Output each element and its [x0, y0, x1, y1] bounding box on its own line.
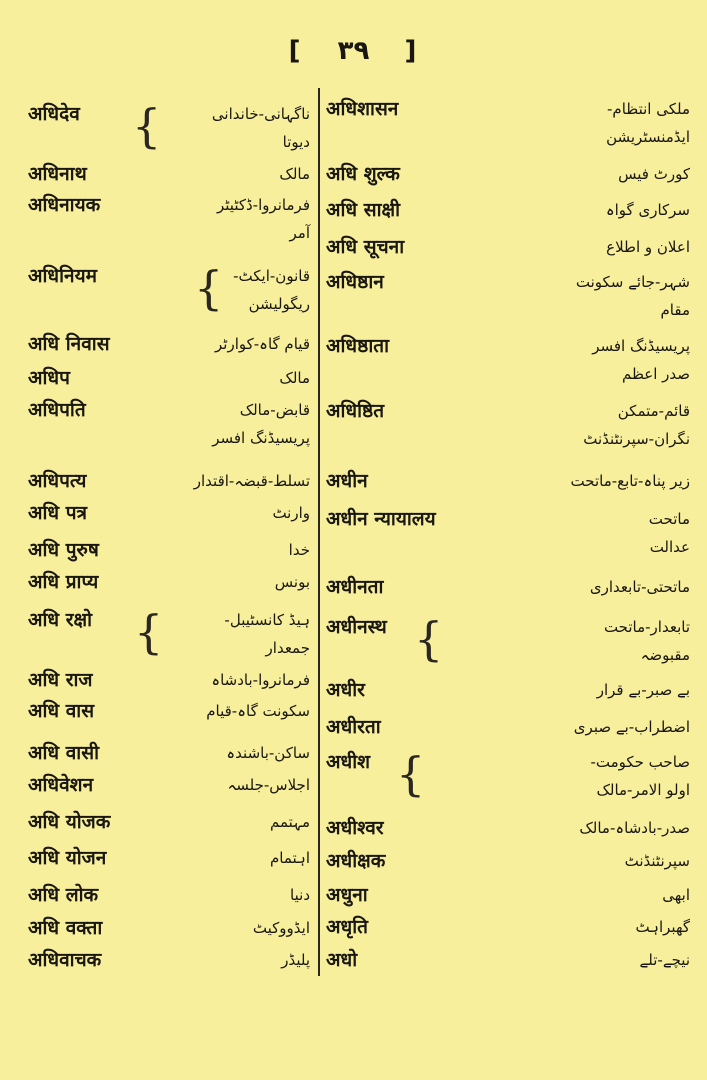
- definition: [227, 771, 310, 799]
- definition-line: سرکاری گواہ: [605, 201, 690, 219]
- definition-line: صدر-بادشاہ-مالک: [579, 819, 690, 837]
- headword: अधिवाचक: [28, 949, 102, 971]
- definition: [217, 191, 310, 247]
- definition: [597, 676, 690, 704]
- definition: [279, 364, 310, 392]
- headword: अधीन न्यायालय: [326, 508, 436, 530]
- definition: [604, 613, 690, 669]
- header-bracket-open: [: [288, 36, 303, 66]
- definition-line: سپرنٹنڈنٹ: [624, 852, 690, 870]
- definition: [275, 568, 310, 596]
- definition-line: پلیڈر: [281, 951, 310, 969]
- definition-line: اضطراب-بے صبری: [573, 718, 690, 736]
- headword: अधिदेव: [28, 103, 80, 125]
- definition-line: دیوتا: [282, 133, 310, 151]
- headword: अधृति: [326, 916, 368, 938]
- definition-line: ساکن-باشندہ: [226, 744, 310, 762]
- brace-mark: {: [132, 99, 162, 153]
- headword: अधि योजन: [28, 847, 107, 869]
- definition: [579, 814, 690, 842]
- definition-line: زیر پناہ-تابع-ماتحت: [570, 472, 690, 490]
- definition-line: ملکی انتظام-: [607, 100, 690, 118]
- page-number: ۳۹: [337, 36, 370, 66]
- headword: अधि वास: [28, 700, 95, 722]
- definition-line: پریسیڈنگ افسر: [212, 429, 310, 447]
- headword: अधिनियम: [28, 265, 97, 287]
- definition: [212, 396, 310, 452]
- definition: [206, 697, 310, 725]
- headword: अधिप: [28, 367, 70, 389]
- definition: [606, 196, 690, 224]
- definition-line: ایڈووکیٹ: [252, 919, 310, 937]
- definition: [211, 666, 310, 694]
- definition-line: اہتمام: [269, 849, 310, 867]
- brace-mark: {: [194, 261, 224, 315]
- definition: [590, 748, 690, 804]
- definition-line: کورٹ فیس: [618, 165, 690, 183]
- definition-line: گھبراہٹ: [635, 918, 690, 936]
- definition-line: مالک: [279, 165, 310, 183]
- headword: अधिनाथ: [28, 163, 87, 185]
- definition-line: نگران-سپرنٹنڈنٹ: [583, 430, 690, 448]
- definition-line: صاحب حکومت-: [590, 753, 690, 771]
- definition: [289, 536, 310, 564]
- definition-line: عدالت: [649, 538, 690, 556]
- headword: अधिनायक: [28, 194, 101, 216]
- headword: अधि सूचना: [326, 236, 405, 258]
- definition: [270, 844, 310, 872]
- headword: अधिष्ठित: [326, 400, 385, 422]
- headword: अधुना: [326, 884, 368, 906]
- headword: अधिवेशन: [28, 774, 94, 796]
- definition-line: تابعدار-ماتحت: [603, 618, 690, 636]
- column-divider: [318, 88, 320, 976]
- definition-line: اولو الامر-مالک: [596, 781, 690, 799]
- definition: [592, 332, 690, 388]
- headword: अधि साक्षी: [326, 199, 401, 221]
- brace-mark: {: [134, 605, 164, 659]
- definition-line: وارنٹ: [272, 504, 310, 522]
- definition: [281, 946, 310, 974]
- definition-line: ماتحتی-تابعداری: [589, 578, 690, 596]
- headword: अधीर: [326, 679, 365, 701]
- definition-line: قائم-متمکن: [617, 402, 690, 420]
- definition-line: مقبوضہ: [640, 646, 690, 664]
- headword: अधि पुरुष: [28, 539, 99, 561]
- headword: अधिष्ठाता: [326, 335, 389, 357]
- brace-mark: {: [396, 747, 426, 801]
- headword: अधीनस्थ: [326, 616, 387, 638]
- headword: अधि वक्ता: [28, 917, 103, 939]
- definition-line: دنیا: [290, 886, 310, 904]
- definition: [639, 946, 690, 974]
- definition: [625, 847, 690, 875]
- definition-line: اجلاس-جلسہ: [227, 776, 310, 794]
- headword: अधि प्राप्य: [28, 571, 99, 593]
- definition-line: خدا: [288, 541, 310, 559]
- headword: अधि शुल्क: [326, 163, 400, 185]
- definition: [574, 713, 690, 741]
- definition-line: مہتمم: [269, 813, 310, 831]
- definition: [649, 505, 690, 561]
- headword: अधिपत्य: [28, 470, 87, 492]
- definition: [215, 330, 310, 358]
- definition-line: پریسیڈنگ افسر: [592, 337, 690, 355]
- definition: [272, 499, 310, 527]
- right-column: [326, 0, 690, 1080]
- definition: [194, 467, 310, 495]
- headword: अधि पत्र: [28, 502, 88, 524]
- definition-line: ابھی: [662, 886, 690, 904]
- definition: [606, 233, 690, 261]
- definition-line: قانون-ایکٹ-: [233, 267, 310, 285]
- headword: अधि रक्षो: [28, 609, 93, 631]
- definition-line: سکونت گاہ-قیام: [206, 702, 310, 720]
- headword: अधि निवास: [28, 333, 110, 355]
- headword: अधो: [326, 949, 358, 971]
- definition-line: بے صبر-بے قرار: [596, 681, 690, 699]
- left-column: [28, 0, 310, 1080]
- definition-line: مالک: [279, 369, 310, 387]
- headword: अधि लोक: [28, 884, 99, 906]
- definition: [233, 262, 310, 318]
- definition: [571, 467, 690, 495]
- definition-line: مقام: [660, 301, 690, 319]
- definition: [576, 268, 690, 324]
- definition: [662, 881, 690, 909]
- definition: [290, 881, 310, 909]
- definition: [270, 808, 310, 836]
- definition-line: شہر-جائے سکونت: [575, 273, 690, 291]
- definition: [279, 160, 310, 188]
- definition-line: بونس: [274, 573, 310, 591]
- definition-line: صدر اعظم: [621, 365, 690, 383]
- definition-line: ریگولیشن: [248, 295, 310, 313]
- definition-line: ناگہانی-خاندانی: [211, 105, 310, 123]
- definition-line: فرمانروا-ڈکٹیٹر: [216, 196, 310, 214]
- definition: [583, 397, 690, 453]
- brace-mark: {: [414, 612, 444, 666]
- headword: अधीश: [326, 751, 371, 773]
- definition-line: تسلط-قبضہ-اقتدار: [193, 472, 310, 490]
- headword: अधिपति: [28, 399, 86, 421]
- definition-line: اعلان و اطلاع: [606, 238, 690, 256]
- definition: [253, 914, 310, 942]
- headword: अधीरता: [326, 716, 381, 738]
- definition-line: نیچے-تلے: [639, 951, 690, 969]
- definition-line: ماتحت: [648, 510, 690, 528]
- headword: अधीक्षक: [326, 850, 386, 872]
- headword: अधीन: [326, 470, 368, 492]
- definition: [212, 100, 310, 156]
- definition-line: قیام گاہ-کوارٹر: [215, 335, 310, 353]
- headword: अधीनता: [326, 576, 384, 598]
- definition-line: فرمانروا-بادشاہ: [211, 671, 310, 689]
- definition-line: آمر: [289, 224, 310, 242]
- headword: अधि योजक: [28, 811, 111, 833]
- definition-line: ایڈمنسٹریشن: [606, 128, 690, 146]
- definition: [606, 95, 690, 151]
- definition: [590, 573, 690, 601]
- definition: [224, 606, 310, 662]
- headword: अधीश्वर: [326, 817, 384, 839]
- definition-line: قابض-مالک: [239, 401, 310, 419]
- headword: अधिष्ठान: [326, 271, 384, 293]
- headword: अधि राज: [28, 669, 93, 691]
- headword: अधिशासन: [326, 98, 399, 120]
- definition-line: ہیڈ کانسٹیبل-: [224, 611, 310, 629]
- headword: अधि वासी: [28, 742, 99, 764]
- definition: [226, 739, 310, 767]
- definition: [618, 160, 690, 188]
- header-bracket-close: ]: [404, 36, 419, 66]
- definition-line: جمعدار: [265, 639, 310, 657]
- definition: [635, 913, 690, 941]
